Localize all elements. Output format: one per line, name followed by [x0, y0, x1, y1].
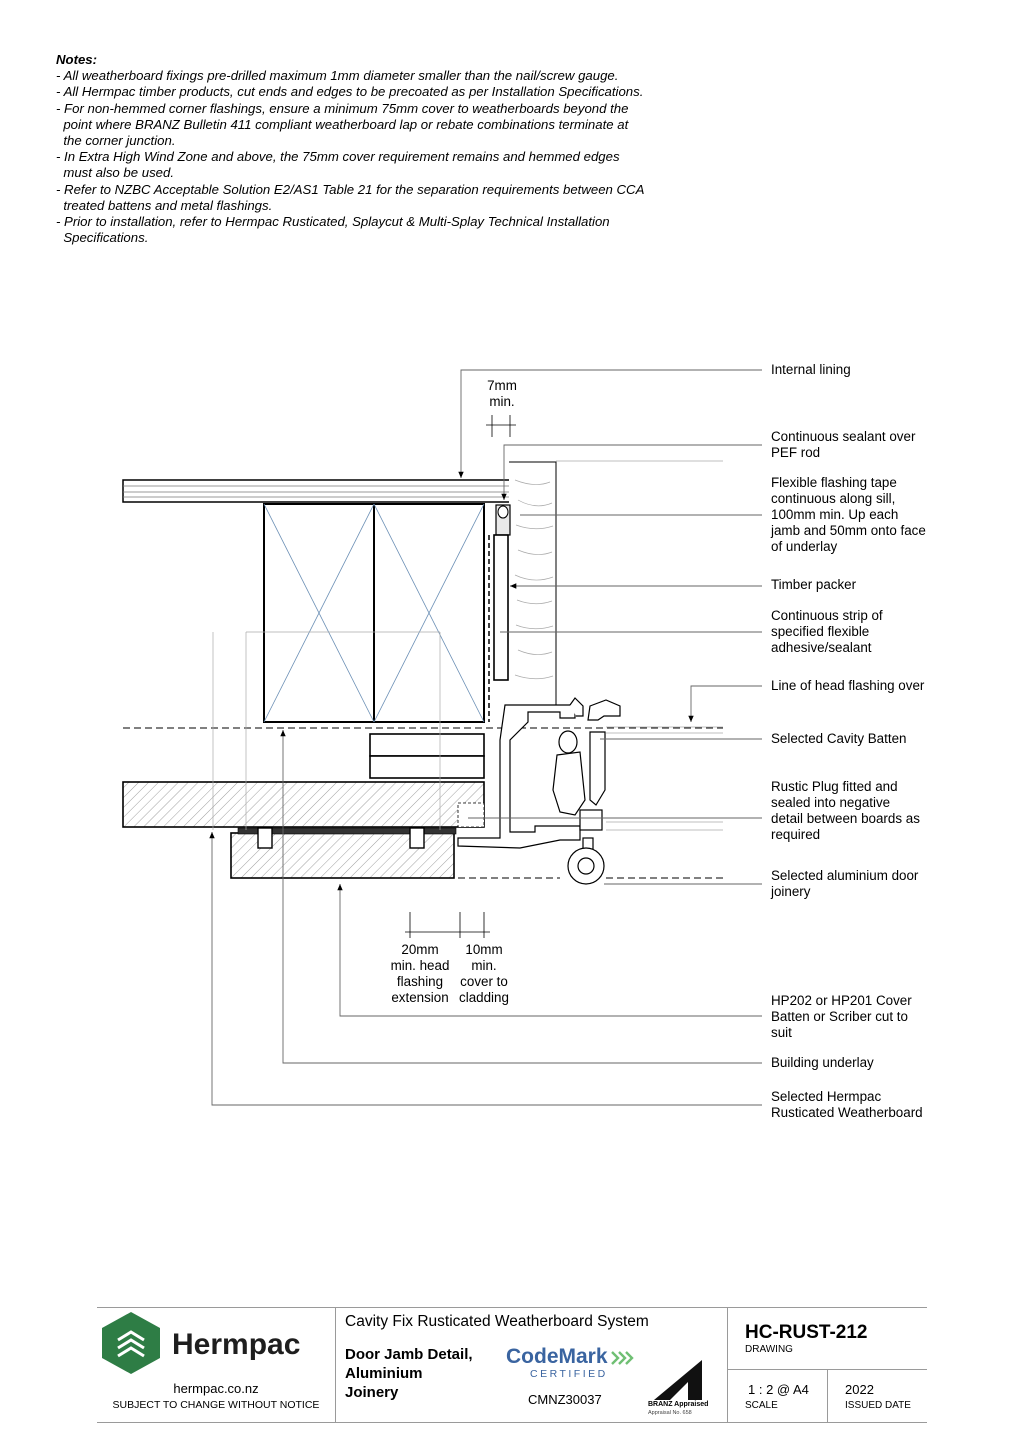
issued-date: 2022: [845, 1382, 874, 1397]
label-adhesive-strip: Continuous strip of specified flexible adhesive/sealant: [771, 608, 883, 655]
label-sealant: Continuous sealant over PEF rod: [771, 429, 916, 460]
note-line: - Prior to installation, refer to Hermpac Rusticated, Splaycut & Multi-Splay Technical Installation: [56, 214, 610, 230]
title-block-bottom-rule: [97, 1422, 927, 1423]
note-line: - All weatherboard fixings pre-drilled maximum 1mm diameter smaller than the nail/screw gauge.: [56, 68, 619, 84]
branz-number: Appraisal No. 658: [648, 1410, 692, 1416]
title-block-mid-rule: [727, 1369, 927, 1370]
dim-7mm: 7mm min.: [487, 378, 517, 409]
detail-title: Door Jamb Detail, Aluminium Joinery: [345, 1346, 473, 1401]
note-line: Specifications.: [56, 230, 149, 246]
title-block-divider: [827, 1369, 828, 1422]
note-line: - In Extra High Wind Zone and above, the 75mm cover requirement remains and hemmed edges: [56, 149, 620, 165]
system-title: Cavity Fix Rusticated Weatherboard System: [345, 1313, 649, 1330]
codemark-chevron-icon: [610, 1350, 636, 1366]
notes-title: Notes:: [56, 52, 98, 67]
dim-head-extension: 20mm min. head flashing extension: [390, 942, 450, 1005]
title-block-top-rule: [97, 1307, 927, 1308]
label-cover-batten: HP202 or HP201 Cover Batten or Scriber cut to suit: [771, 993, 912, 1040]
note-line: point where BRANZ Bulletin 411 compliant weatherboard lap or rebate combinations terminate at: [56, 116, 629, 132]
dim-cover: 10mm min. cover to cladding: [459, 942, 509, 1005]
timber-packer: [494, 535, 508, 680]
cert-number: CMNZ30037: [528, 1392, 602, 1407]
label-underlay: Building underlay: [771, 1055, 874, 1070]
scale-value: 1 : 2 @ A4: [748, 1382, 809, 1397]
label-rustic-plug: Rustic Plug fitted and sealed into negative detail between boards as required: [771, 779, 920, 842]
internal-lining: [123, 480, 524, 502]
branz-appraised: BRANZ Appraised: [648, 1401, 709, 1408]
codemark-logo: CodeMark: [506, 1345, 608, 1368]
codemark-certified: CERTIFIED: [530, 1368, 608, 1380]
note-line: the corner junction.: [56, 133, 176, 149]
brand-name: Hermpac: [172, 1328, 301, 1361]
scale-label: SCALE: [745, 1400, 778, 1411]
drawing-number: HC-RUST-212: [745, 1322, 868, 1343]
disclaimer: SUBJECT TO CHANGE WITHOUT NOTICE: [112, 1399, 320, 1411]
title-block-divider: [335, 1307, 336, 1422]
rusticated-weatherboard: [123, 782, 484, 827]
note-line: - For non-hemmed corner flashings, ensure a minimum 75mm cover to weatherboards beyond the: [56, 100, 629, 116]
hermpac-logo-icon: [98, 1310, 164, 1376]
note-line: - All Hermpac timber products, cut ends and edges to be precoated as per Installation Specifications.: [56, 84, 644, 100]
label-flashing-tape: Flexible flashing tape continuous along sill, 100mm min. Up each jamb and 50mm onto face of underlay: [771, 475, 926, 554]
issued-label: ISSUED DATE: [845, 1400, 911, 1411]
title-block-divider: [727, 1307, 728, 1422]
label-head-flashing: Line of head flashing over: [771, 678, 925, 693]
note-line: - Refer to NZBC Acceptable Solution E2/AS1 Table 21 for the separation requirements between CCA: [56, 181, 645, 197]
label-internal-lining: Internal lining: [771, 362, 851, 377]
label-weatherboard: Selected Hermpac Rusticated Weatherboard: [771, 1089, 923, 1120]
label-door-joinery: Selected aluminium door joinery: [771, 868, 919, 899]
jamb-liner: [509, 461, 723, 705]
label-cavity-batten: Selected Cavity Batten: [771, 731, 907, 746]
note-line: treated battens and metal flashings.: [56, 197, 273, 213]
note-line: must also be used.: [56, 165, 175, 181]
drawing-label: DRAWING: [745, 1344, 793, 1355]
timber-framing: [264, 504, 484, 722]
sealant-pef-rod: [496, 505, 510, 535]
branz-logo-icon: [650, 1356, 708, 1402]
label-timber-packer: Timber packer: [771, 577, 857, 592]
website-link[interactable]: hermpac.co.nz: [173, 1381, 259, 1396]
cover-batten: [231, 828, 456, 878]
cavity-batten: [370, 734, 484, 778]
